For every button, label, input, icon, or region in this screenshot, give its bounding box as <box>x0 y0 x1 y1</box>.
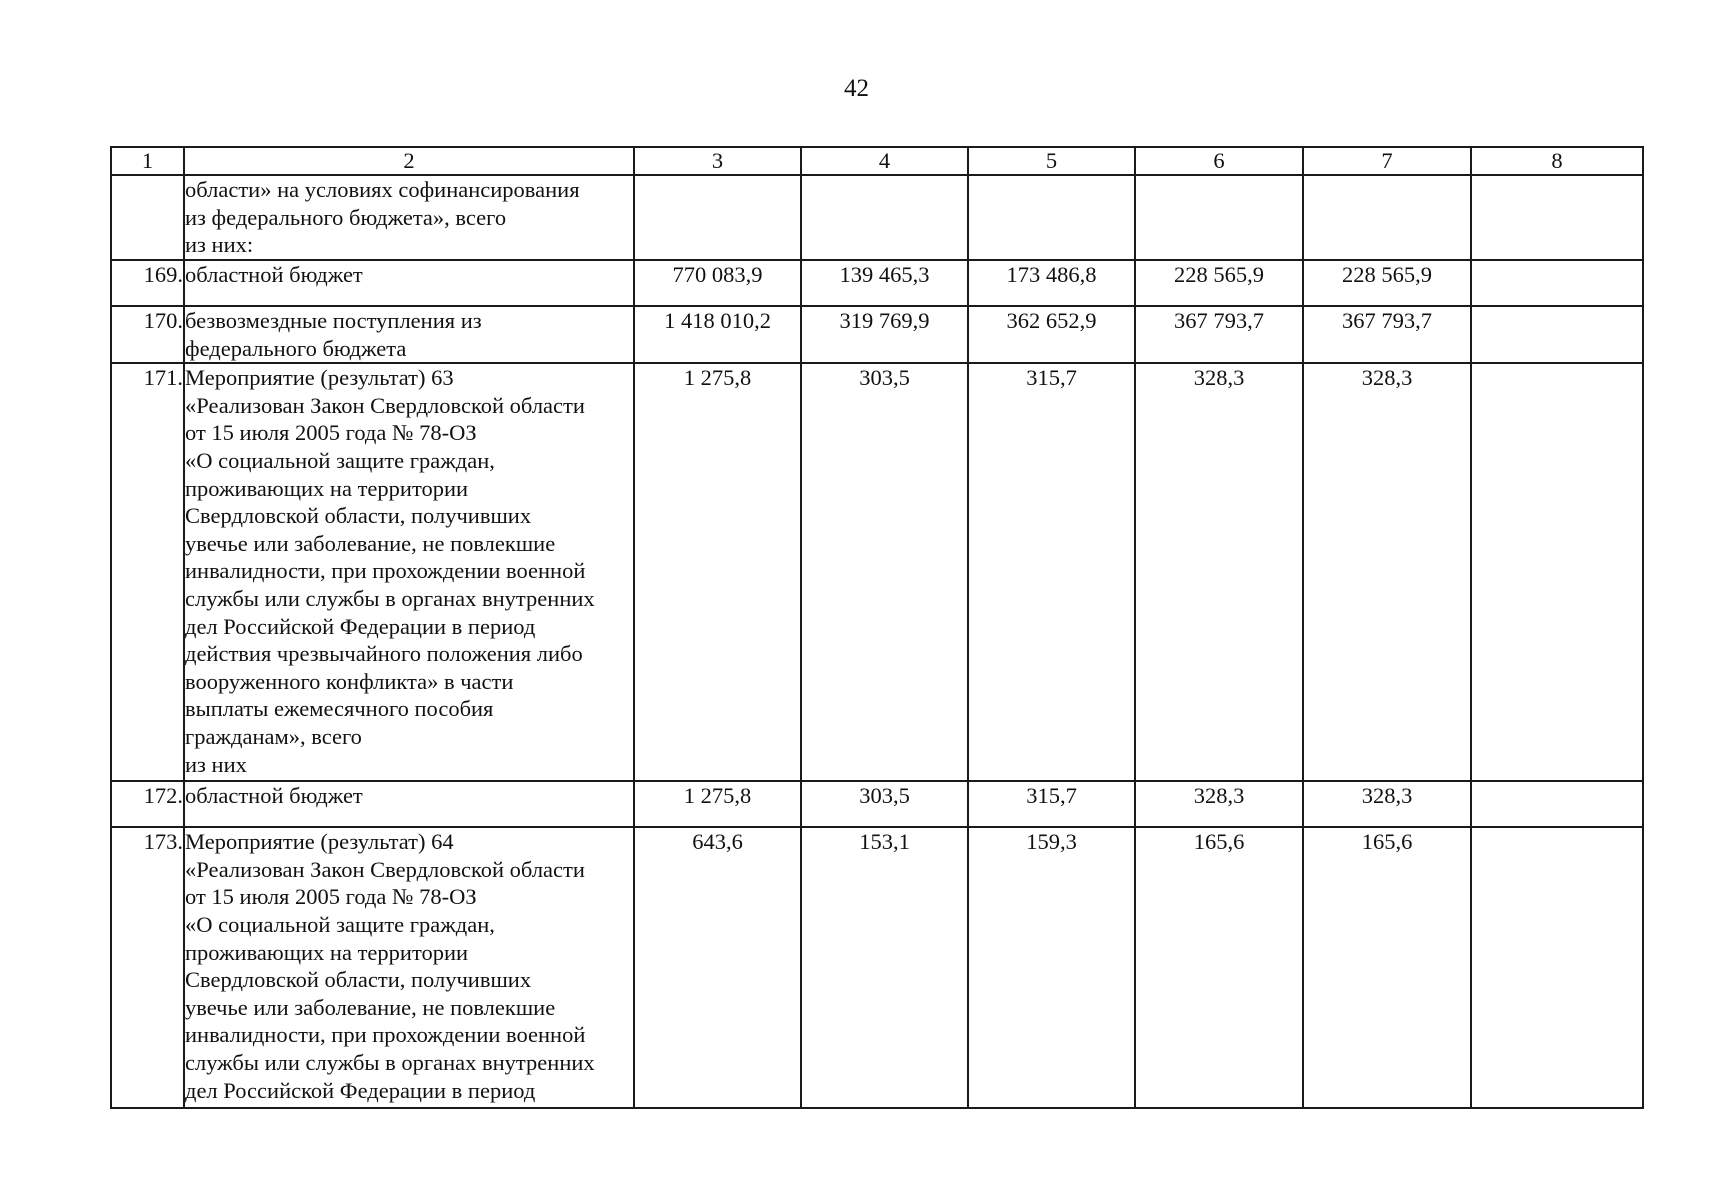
description-line: от 15 июля 2005 года № 78-ОЗ <box>185 420 477 446</box>
header-row <box>111 147 1643 175</box>
page-number: 42 <box>844 75 869 102</box>
table-row <box>111 260 1643 306</box>
value-cell: 153,1 <box>801 827 968 1108</box>
description-line: безвозмездные поступления из <box>185 308 482 333</box>
row-description <box>184 363 634 781</box>
column-header: 7 <box>1303 147 1471 175</box>
description-line: областной бюджет <box>185 262 363 287</box>
value-cell: 139 465,3 <box>801 260 968 306</box>
row-number: 169. <box>111 260 184 306</box>
value-cell: 328,3 <box>1303 363 1471 781</box>
value-cell: 319 769,9 <box>801 306 968 363</box>
value-cell: 173 486,8 <box>968 260 1135 306</box>
value-cell: 328,3 <box>1135 781 1303 827</box>
description-line: Свердловской области, получивших <box>185 967 532 993</box>
value-cell <box>1471 781 1643 827</box>
description-line: «О социальной защите граждан, <box>185 911 495 937</box>
value-cell: 362 652,9 <box>968 306 1135 363</box>
row-number <box>111 175 184 260</box>
value-cell: 303,5 <box>801 781 968 827</box>
description-line: Мероприятие (результат) 64 <box>185 829 454 855</box>
value-cell: 315,7 <box>968 363 1135 781</box>
description-line: службы или службы в органах внутренних <box>185 585 595 611</box>
value-cell: 165,6 <box>1135 827 1303 1108</box>
description-line: службы или службы в органах внутренних <box>185 1049 595 1075</box>
description-line: областной бюджет <box>185 783 363 809</box>
description-line: из федерального бюджета», всего <box>185 204 507 230</box>
value-cell: 228 565,9 <box>1135 260 1303 306</box>
value-cell: 328,3 <box>1303 781 1471 827</box>
description-line: области» на условиях софинансирования <box>185 177 580 202</box>
description-line: проживающих на территории <box>185 939 469 965</box>
table-row <box>111 306 1643 363</box>
table-row <box>111 827 1643 1108</box>
description-line: инвалидности, при прохождении военной <box>185 558 586 584</box>
description-line: федерального бюджета <box>185 335 407 361</box>
value-cell <box>1471 260 1643 306</box>
description-line: вооруженного конфликта» в части <box>185 668 514 694</box>
column-header: 1 <box>111 147 184 175</box>
description-line: проживающих на территории <box>185 475 469 501</box>
row-description <box>184 175 634 260</box>
description-line: от 15 июля 2005 года № 78-ОЗ <box>185 884 477 910</box>
value-cell: 328,3 <box>1135 363 1303 781</box>
description-line: увечье или заболевание, не повлекшие <box>185 994 556 1020</box>
value-cell: 228 565,9 <box>1303 260 1471 306</box>
value-cell: 367 793,7 <box>1135 306 1303 363</box>
row-description <box>184 827 634 1108</box>
description-line: «О социальной защите граждан, <box>185 447 495 473</box>
column-header: 4 <box>801 147 968 175</box>
value-cell <box>1471 827 1643 1108</box>
row-number: 173. <box>111 827 184 1108</box>
row-description <box>184 306 634 363</box>
value-cell <box>1471 363 1643 781</box>
value-cell: 367 793,7 <box>1303 306 1471 363</box>
description-line: дел Российской Федерации в период <box>185 1077 536 1103</box>
description-line: действия чрезвычайного положения либо <box>185 641 583 667</box>
column-header: 8 <box>1471 147 1643 175</box>
value-cell <box>634 175 801 260</box>
value-cell: 1 418 010,2 <box>634 306 801 363</box>
table-row <box>111 781 1643 827</box>
row-number: 170. <box>111 306 184 363</box>
value-cell <box>1471 306 1643 363</box>
value-cell: 303,5 <box>801 363 968 781</box>
column-header: 5 <box>968 147 1135 175</box>
value-cell: 1 275,8 <box>634 781 801 827</box>
value-cell <box>801 175 968 260</box>
description-line: из них <box>185 751 247 777</box>
value-cell: 1 275,8 <box>634 363 801 781</box>
description-line: гражданам», всего <box>185 723 362 749</box>
column-header: 2 <box>184 147 634 175</box>
row-number: 172. <box>111 781 184 827</box>
value-cell: 770 083,9 <box>634 260 801 306</box>
budget-table <box>110 146 1644 1109</box>
description-line: «Реализован Закон Свердловской области <box>185 392 585 418</box>
value-cell <box>1303 175 1471 260</box>
description-line: дел Российской Федерации в период <box>185 613 536 639</box>
row-description <box>184 781 634 827</box>
value-cell: 159,3 <box>968 827 1135 1108</box>
value-cell: 315,7 <box>968 781 1135 827</box>
column-header: 6 <box>1135 147 1303 175</box>
row-description <box>184 260 634 306</box>
description-line: из них: <box>185 232 254 258</box>
description-line: инвалидности, при прохождении военной <box>185 1022 586 1048</box>
description-line: Мероприятие (результат) 63 <box>185 365 454 391</box>
description-line: «Реализован Закон Свердловской области <box>185 856 585 882</box>
value-cell: 165,6 <box>1303 827 1471 1108</box>
table-row <box>111 363 1643 781</box>
column-header: 3 <box>634 147 801 175</box>
value-cell: 643,6 <box>634 827 801 1108</box>
description-line: Свердловской области, получивших <box>185 503 532 529</box>
table-row <box>111 175 1643 260</box>
description-line: выплаты ежемесячного пособия <box>185 696 494 722</box>
value-cell <box>968 175 1135 260</box>
value-cell <box>1135 175 1303 260</box>
row-number: 171. <box>111 363 184 781</box>
description-line: увечье или заболевание, не повлекшие <box>185 530 556 556</box>
value-cell <box>1471 175 1643 260</box>
